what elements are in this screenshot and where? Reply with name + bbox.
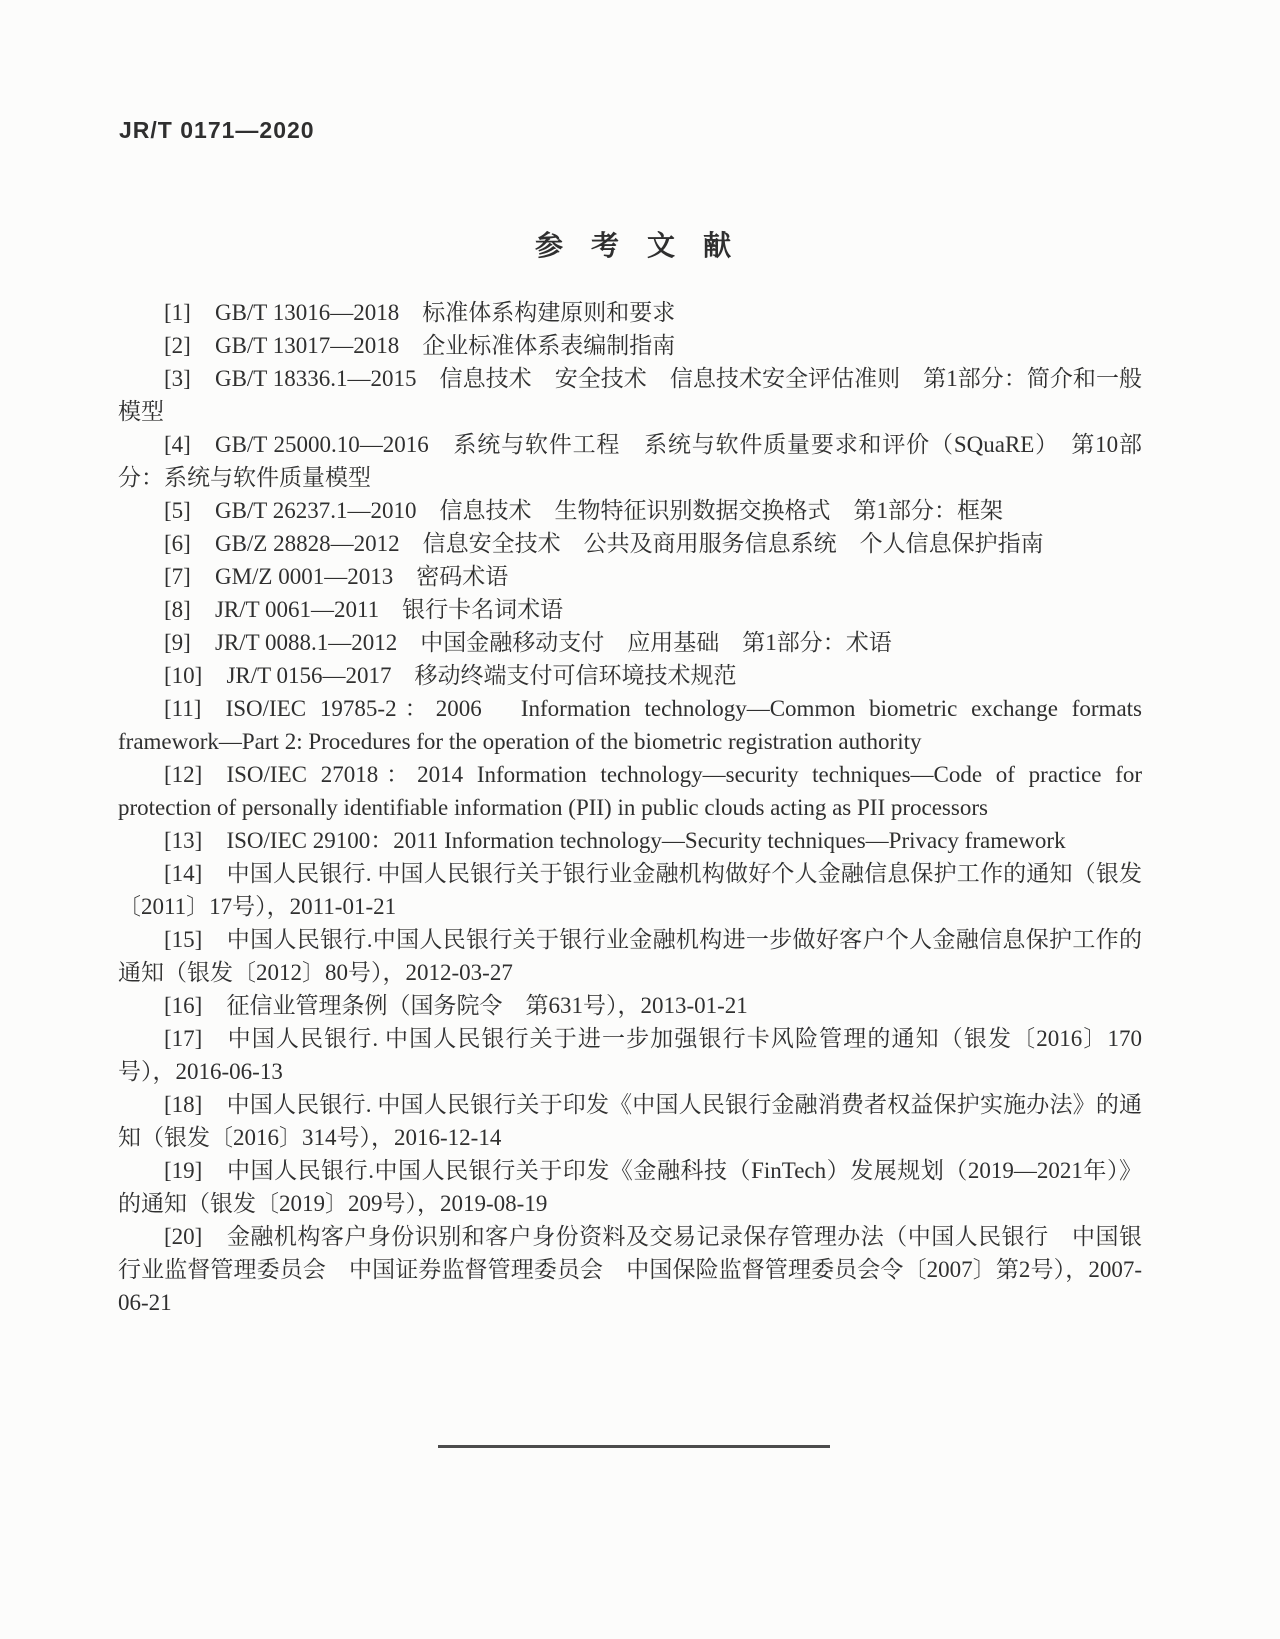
reference-text: JR/T 0088.1—2012 中国金融移动支付 应用基础 第1部分：术语 [214,630,892,655]
reference-item [118,824,1142,857]
reference-item [118,329,1142,362]
reference-text: JR/T 0156—2017 移动终端支付可信环境技术规范 [226,663,737,688]
reference-text: 中国人民银行.中国人民银行关于印发《金融科技（FinTech）发展规划（2019—2021年）》的通知（银发〔2019〕209号），2019-08-19 [118,1158,1142,1216]
reference-label: [14] [164,861,203,886]
reference-label: [18] [164,1092,203,1117]
reference-label: [19] [164,1158,203,1183]
reference-label: [1] [164,300,191,325]
reference-item [118,758,1142,824]
reference-text: ISO/IEC 27018：2014 Information technology—security techniques—Code of practice for protection of personally identifiable information (PII) in public clouds acting as PII processors [118,762,1142,820]
reference-label: [8] [164,597,191,622]
reference-item [118,1022,1142,1088]
reference-label: [7] [164,564,191,589]
reference-text: GB/T 18336.1—2015 信息技术 安全技术 信息技术安全评估准则 第1部分：简介和一般模型 [118,366,1142,424]
reference-item [118,923,1142,989]
reference-label: [2] [164,333,191,358]
reference-text: 中国人民银行.中国人民银行关于银行业金融机构进一步做好客户个人金融信息保护工作的通知（银发〔2012〕80号），2012-03-27 [118,927,1142,985]
reference-text: 中国人民银行. 中国人民银行关于印发《中国人民银行金融消费者权益保护实施办法》的通知（银发〔2016〕314号），2016-12-14 [118,1092,1142,1150]
reference-item [118,362,1142,428]
reference-item [118,560,1142,593]
reference-item [118,593,1142,626]
page-title: 参 考 文 献 [534,230,731,261]
reference-item [118,989,1142,1022]
end-of-document-rule [438,1445,830,1448]
reference-label: [20] [164,1224,203,1249]
reference-label: [16] [164,993,203,1018]
reference-item [118,1088,1142,1154]
reference-item [118,428,1142,494]
reference-label: [17] [164,1026,203,1051]
reference-label: [13] [164,828,203,853]
reference-text: GB/T 26237.1—2010 信息技术 生物特征识别数据交换格式 第1部分：框架 [214,498,1003,523]
reference-item [118,1154,1142,1220]
reference-item [118,1220,1142,1319]
reference-text: 金融机构客户身份识别和客户身份资料及交易记录保存管理办法（中国人民银行 中国银行业监督管理委员会 中国证券监督管理委员会 中国保险监督管理委员会令〔2007〕第2号），2007-06-21 [118,1224,1142,1315]
reference-text: GB/T 25000.10—2016 系统与软件工程 系统与软件质量要求和评价（SQuaRE） 第10部分：系统与软件质量模型 [118,432,1142,490]
reference-label: [9] [164,630,191,655]
reference-text: 征信业管理条例（国务院令 第631号），2013-01-21 [226,993,748,1018]
references-list [118,296,1142,1319]
reference-item [118,296,1142,329]
reference-label: [11] [164,696,202,721]
doc-number: JR/T 0171—2020 [119,117,315,143]
reference-item [118,692,1142,758]
reference-item [118,857,1142,923]
reference-label: [4] [164,432,191,457]
reference-label: [12] [164,762,203,787]
reference-text: GB/Z 28828—2012 信息安全技术 公共及商用服务信息系统 个人信息保护指南 [214,531,1044,556]
reference-item [118,527,1142,560]
reference-label: [6] [164,531,191,556]
reference-text: 中国人民银行. 中国人民银行关于银行业金融机构做好个人金融信息保护工作的通知（银发〔2011〕17号），2011-01-21 [118,861,1142,919]
reference-text: ISO/IEC 19785-2：2006 Information technology—Common biometric exchange formats framework—Part 2: Procedures for the operation of the biometric registration authority [118,696,1142,754]
reference-text: GM/Z 0001—2013 密码术语 [214,564,509,589]
reference-label: [15] [164,927,203,952]
reference-text: GB/T 13017—2018 企业标准体系表编制指南 [214,333,676,358]
reference-text: GB/T 13016—2018 标准体系构建原则和要求 [214,300,676,325]
reference-item [118,659,1142,692]
reference-text: ISO/IEC 29100：2011 Information technology—Security techniques—Privacy framework [226,828,1066,853]
reference-text: JR/T 0061—2011 银行卡名词术语 [214,597,564,622]
reference-item [118,626,1142,659]
reference-label: [10] [164,663,203,688]
reference-label: [3] [164,366,191,391]
reference-text: 中国人民银行. 中国人民银行关于进一步加强银行卡风险管理的通知（银发〔2016〕170号），2016-06-13 [118,1026,1142,1084]
reference-item [118,494,1142,527]
reference-label: [5] [164,498,191,523]
